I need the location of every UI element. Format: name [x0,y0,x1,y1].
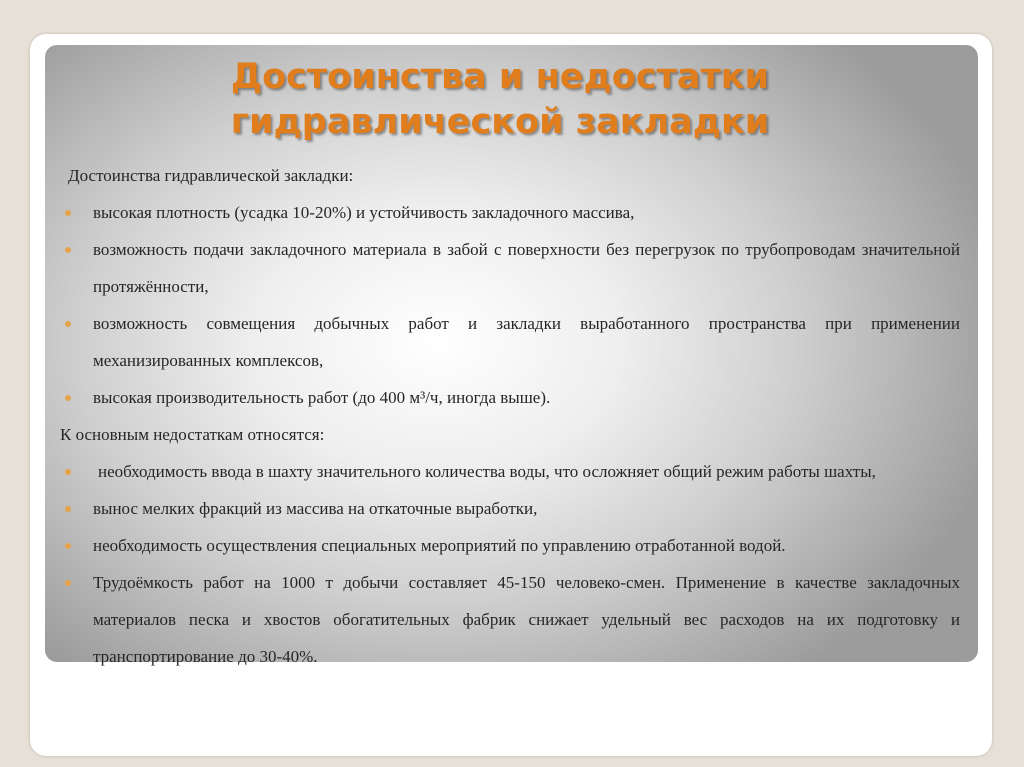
advantage-item-1: высокая плотность (усадка 10-20%) и устойчивость закладочного массива, [60,194,960,231]
disadvantage-item-3: необходимость осуществления специальных мероприятий по управлению отработанной водой. [60,527,960,564]
advantage-item-3: возможность совмещения добычных работ и закладки выработанного пространства при применении механизированных комплексов, [60,305,960,379]
advantage-item-4: высокая производительность работ (до 400 м³/ч, иногда выше). [60,379,960,416]
advantages-heading: Достоинства гидравлической закладки: [68,166,354,185]
disadvantage-item-1: необходимость ввода в шахту значительного количества воды, что осложняет общий режим работы шахты, [60,453,960,490]
slide-title-line-1: Достоинства и недостатки [230,57,770,97]
advantage-item-2: возможность подачи закладочного материала в забой с поверхности без перегрузок по трубопроводам значительной протяжённости, [60,231,960,305]
slide-body [60,157,960,675]
slide-title [200,55,800,145]
disadvantages-heading: К основным недостаткам относятся: [60,425,325,444]
disadvantage-item-2: вынос мелких фракций из массива на откаточные выработки, [60,490,960,527]
slide-title-line-2: гидравлической закладки [230,102,770,142]
disadvantage-item-4: Трудоёмкость работ на 1000 т добычи составляет 45-150 человеко-смен. Применение в качестве закладочных материалов песка и хвостов обогатительных фабрик снижает удельный вес расходов на их подготовку и транспортирование до 30-40%. [60,564,960,675]
